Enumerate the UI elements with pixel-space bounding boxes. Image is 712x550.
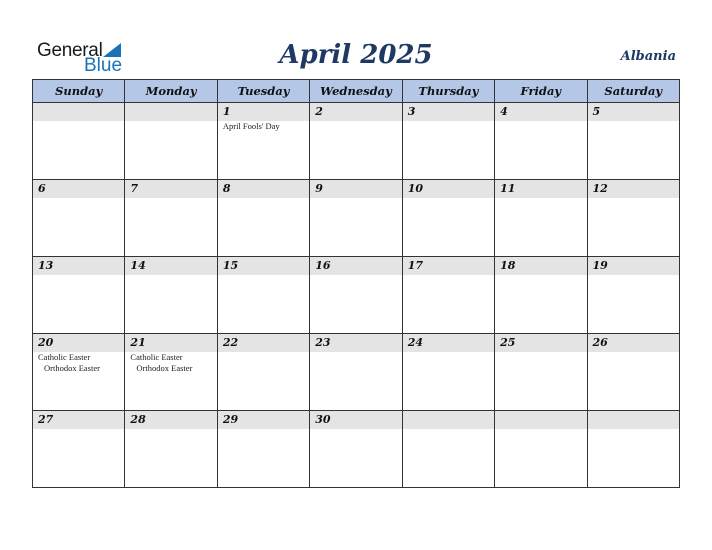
- day-number: 19: [588, 257, 679, 275]
- day-number: 29: [218, 411, 309, 429]
- day-cell: [495, 411, 587, 488]
- weekday-header: Tuesday: [217, 80, 309, 103]
- day-number: 10: [403, 180, 494, 198]
- day-cell: [310, 180, 402, 257]
- day-cell: [125, 257, 217, 334]
- day-cell: [217, 180, 309, 257]
- day-number: 14: [125, 257, 216, 275]
- day-cell: [495, 257, 587, 334]
- day-cell: [310, 334, 402, 411]
- weekday-header: Monday: [125, 80, 217, 103]
- day-cell: [587, 334, 679, 411]
- day-number: 27: [33, 411, 124, 429]
- day-number: 24: [403, 334, 494, 352]
- weekday-header: Sunday: [33, 80, 125, 103]
- day-cell: [217, 334, 309, 411]
- day-number: 1: [218, 103, 309, 121]
- week-row: [33, 334, 680, 411]
- holiday-label: Orthodox Easter: [44, 363, 100, 373]
- holiday-label: Catholic Easter: [38, 352, 91, 362]
- day-cell: [495, 103, 587, 180]
- day-cell: [33, 257, 125, 334]
- day-cell: [587, 103, 679, 180]
- day-number: 17: [403, 257, 494, 275]
- day-cell: [125, 103, 217, 180]
- calendar-grid: [32, 79, 680, 488]
- day-number: 22: [218, 334, 309, 352]
- day-number: [588, 411, 679, 429]
- holiday-label: Orthodox Easter: [136, 363, 193, 373]
- day-number: 25: [495, 334, 586, 352]
- weekday-header: Thursday: [402, 80, 494, 103]
- day-cell: [587, 411, 679, 488]
- day-number: [125, 103, 216, 121]
- day-number: 15: [218, 257, 309, 275]
- week-row: [33, 411, 680, 488]
- day-number: 12: [588, 180, 679, 198]
- day-cell: [402, 103, 494, 180]
- day-number: 30: [310, 411, 401, 429]
- day-number: 7: [125, 180, 216, 198]
- week-row: [33, 180, 680, 257]
- day-number: 13: [33, 257, 124, 275]
- calendar-title: April 2025: [279, 40, 433, 70]
- day-cell: [217, 103, 309, 180]
- day-number: 21: [125, 334, 216, 352]
- weekday-header: Wednesday: [310, 80, 402, 103]
- day-number: 3: [403, 103, 494, 121]
- day-number: 23: [310, 334, 401, 352]
- week-row: [33, 257, 680, 334]
- calendar-body: [33, 103, 680, 488]
- day-cell: [402, 257, 494, 334]
- day-number: 11: [495, 180, 586, 198]
- day-cell: [495, 180, 587, 257]
- day-cell: [33, 103, 125, 180]
- day-cell: [310, 257, 402, 334]
- day-number: [495, 411, 586, 429]
- day-number: 6: [33, 180, 124, 198]
- day-cell: [33, 411, 125, 488]
- day-number: 8: [218, 180, 309, 198]
- day-cell: [125, 411, 217, 488]
- day-cell: [217, 411, 309, 488]
- day-number: 18: [495, 257, 586, 275]
- day-cell: [33, 180, 125, 257]
- day-cell: [587, 257, 679, 334]
- day-cell: [402, 180, 494, 257]
- day-cell: [402, 411, 494, 488]
- day-cell: [310, 103, 402, 180]
- day-number: 26: [588, 334, 679, 352]
- day-cell: [125, 334, 217, 411]
- logo-blue-text: Blue: [84, 55, 123, 76]
- weekday-header-row: [33, 80, 680, 103]
- week-row: [33, 103, 680, 180]
- day-number: [33, 103, 124, 121]
- day-cell: [33, 334, 125, 411]
- day-number: [403, 411, 494, 429]
- holiday-label: Catholic Easter: [130, 352, 183, 362]
- day-number: 9: [310, 180, 401, 198]
- day-number: 2: [310, 103, 401, 121]
- logo-general-text: General: [37, 40, 103, 61]
- day-number: 28: [125, 411, 216, 429]
- day-cell: [495, 334, 587, 411]
- day-number: 16: [310, 257, 401, 275]
- day-number: 4: [495, 103, 586, 121]
- day-number: 5: [588, 103, 679, 121]
- day-cell: [402, 334, 494, 411]
- day-cell: [217, 257, 309, 334]
- day-cell: [125, 180, 217, 257]
- day-cell: [587, 180, 679, 257]
- country-label: Albania: [620, 49, 676, 64]
- day-number: 20: [33, 334, 124, 352]
- weekday-header: Friday: [495, 80, 587, 103]
- weekday-header: Saturday: [587, 80, 679, 103]
- holiday-label: April Fools' Day: [222, 121, 280, 131]
- day-cell: [310, 411, 402, 488]
